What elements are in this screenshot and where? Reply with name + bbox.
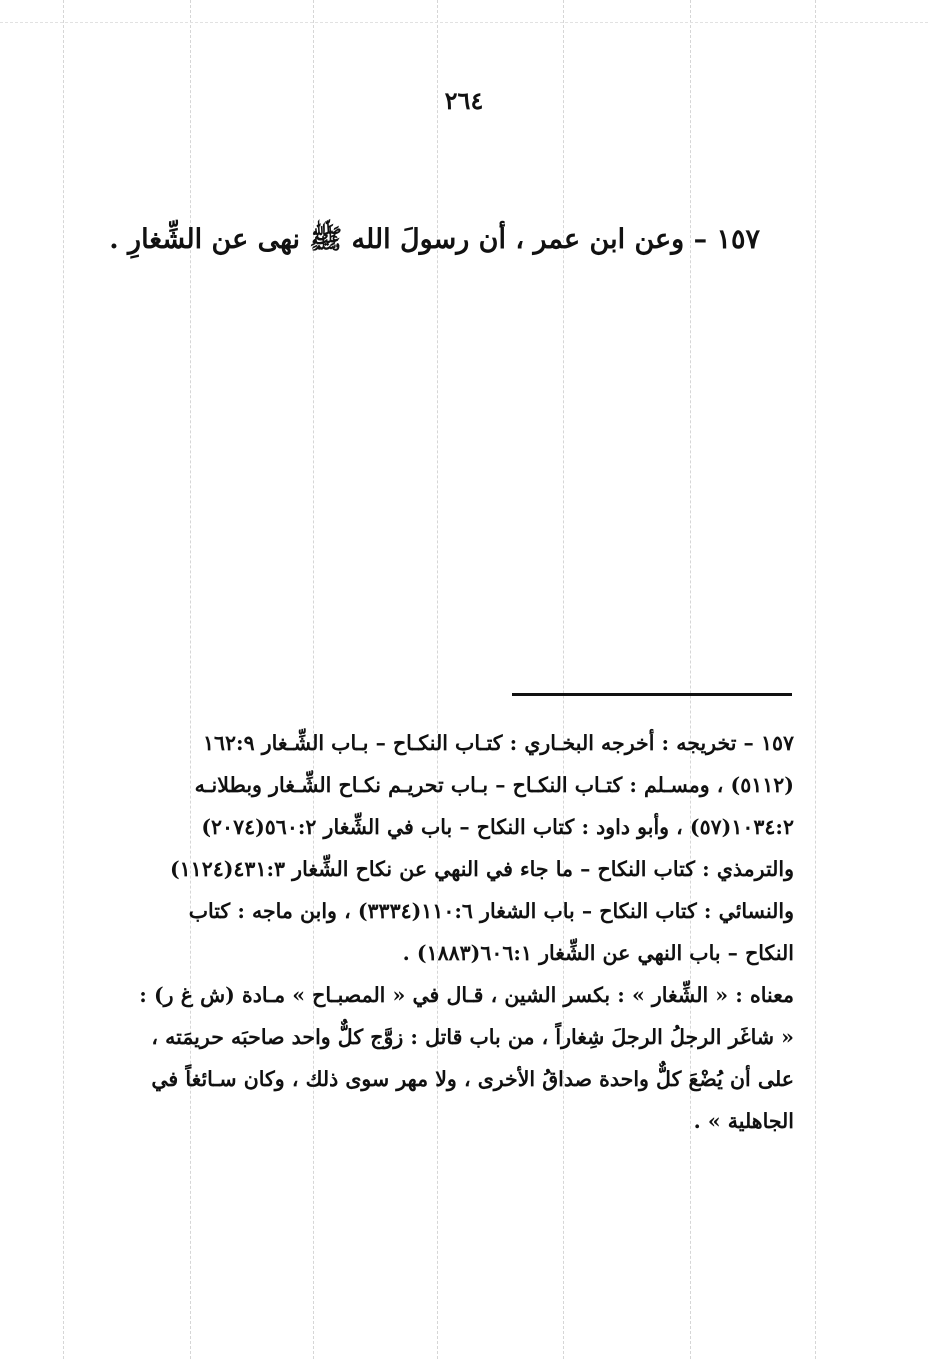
- scan-guide-line: [313, 0, 314, 1359]
- footnote-line: معناه : « الشِّغار » : بكسر الشين ، قـال في « المصبـاح » مـادة (ش غ ر) :: [139, 983, 794, 1007]
- scan-guide-line: [63, 0, 64, 1359]
- footnote-line: والترمذي : كتاب النكاح – ما جاء في النهي عن نكاح الشِّغار ٤٣١:٣(١١٢٤): [169, 857, 794, 881]
- scan-guide-line: [0, 22, 928, 23]
- scan-guide-line: [690, 0, 691, 1359]
- footnote-line: ١٠٣٤:٢(٥٧) ، وأبو داود : كتاب النكاح – باب في الشِّغار ٥٦٠:٢(٢٠٧٤): [201, 815, 794, 839]
- page-number: ٢٦٤: [444, 86, 484, 115]
- footnote-line: (٥١١٢) ، ومسـلم : كتـاب النكـاح – بـاب تحريـم نكـاح الشِّـغار وبطلانـه: [194, 773, 794, 797]
- footnote-line: « شاغَر الرجلُ الرجلَ شِغاراً ، من باب قاتل : زوَّج كلٌّ واحد صاحبَه حريمَته ،: [151, 1025, 794, 1049]
- footnote-line: الجاهلية » .: [693, 1109, 794, 1133]
- footnote-line: على أن يُضْعَ كلٌّ واحدة صداقُ الأخرى ، ولا مهر سوى ذلك ، وكان سـائغاً في: [151, 1067, 794, 1091]
- footnote-line: النكاح – باب النهي عن الشِّغار ٦٠٦:١(١٨٨٣) .: [402, 941, 794, 965]
- footnotes: [82, 722, 794, 1142]
- footnote-separator: [512, 693, 792, 696]
- scan-guide-line: [563, 0, 564, 1359]
- scan-guide-line: [437, 0, 438, 1359]
- footnote-line: ١٥٧ – تخريجه : أخرجه البخـاري : كتـاب النكـاح – بـاب الشِّـغار ١٦٢:٩: [203, 731, 794, 755]
- footnote-line: والنسائي : كتاب النكاح – باب الشغار ١١٠:٦(٣٣٣٤) ، وابن ماجه : كتاب: [188, 899, 794, 923]
- scan-guide-line: [190, 0, 191, 1359]
- hadith-text: ١٥٧ – وعن ابن عمر ، أن رسولَ الله ﷺ نهى عن الشِّغارِ .: [109, 224, 760, 255]
- scan-guide-line: [815, 0, 816, 1359]
